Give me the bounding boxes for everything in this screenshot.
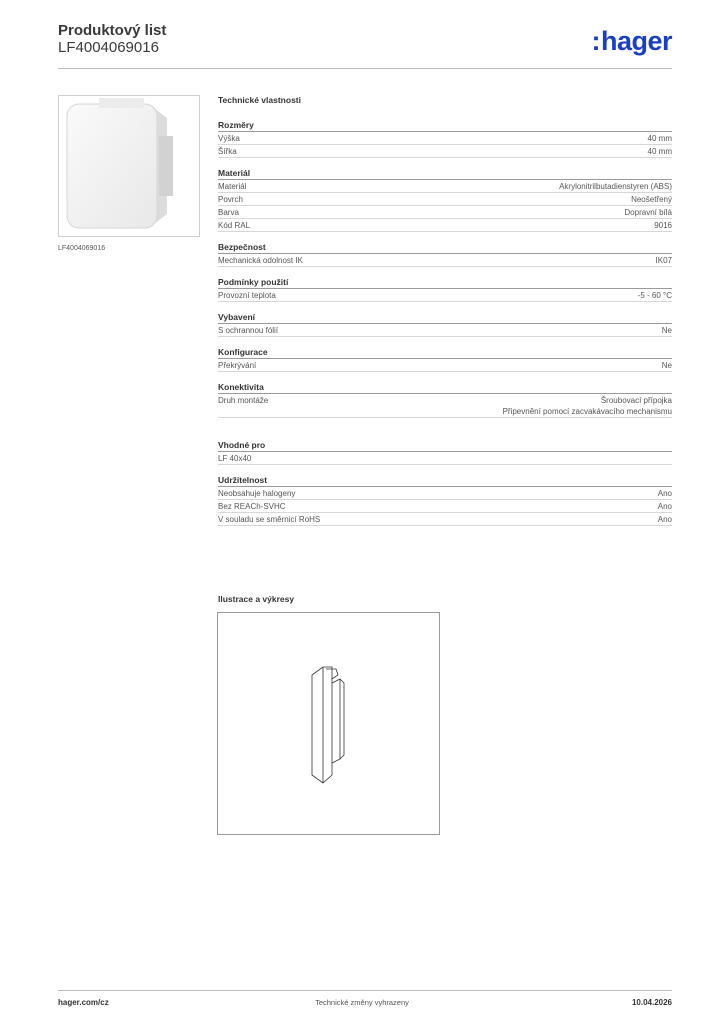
section-konektivita: Konektivita Druh montáže Šroubovací přípojka Připevnění pomocí zacvakávacího mechanismu bbox=[218, 382, 672, 416]
section-konfigurace: Konfigurace Překrývání Ne bbox=[218, 347, 672, 370]
product-image bbox=[59, 96, 199, 236]
spec-row: Materiál Akrylonitrilbutadienstyren (ABS) bbox=[218, 182, 672, 191]
spec-row: Provozní teplota -5 - 60 °C bbox=[218, 291, 672, 300]
spec-row: Bez REACh-SVHC Ano bbox=[218, 502, 672, 511]
section-rozmery: Rozměry Výška 40 mm Šířka 40 mm bbox=[218, 120, 672, 156]
hager-logo: :hager bbox=[591, 26, 672, 56]
spec-row: Neobsahuje halogeny Ano bbox=[218, 489, 672, 498]
page-title: Produktový list bbox=[58, 22, 167, 39]
logo-text: hager bbox=[600, 26, 672, 56]
spec-row: Šířka 40 mm bbox=[218, 147, 672, 156]
section-udrzitelnost: Udržitelnost Neobsahuje halogeny Ano Bez REACh-SVHC Ano V souladu se směrnicí RoHS Ano bbox=[218, 475, 672, 524]
section-bezpecnost: Bezpečnost Mechanická odolnost IK IK07 bbox=[218, 242, 672, 265]
section-podminky: Podmínky použití Provozní teplota -5 - 60 °C bbox=[218, 277, 672, 300]
product-code: LF4004069016 bbox=[58, 39, 159, 56]
specs-table bbox=[218, 95, 672, 535]
spec-row: Mechanická odolnost IK IK07 bbox=[218, 256, 672, 265]
footer-divider bbox=[58, 990, 672, 991]
illustrations-title: Ilustrace a výkresy bbox=[218, 594, 295, 604]
product-photo bbox=[58, 95, 200, 237]
spec-row: Druh montáže Šroubovací přípojka Připevnění pomocí zacvakávacího mechanismu bbox=[218, 396, 672, 416]
spec-row: Výška 40 mm bbox=[218, 134, 672, 143]
spec-row: Barva Dopravní bílá bbox=[218, 208, 672, 217]
spec-row: LF 40x40 bbox=[218, 452, 672, 465]
specs-title: Technické vlastnosti bbox=[218, 95, 301, 105]
spec-row: S ochrannou fólií Ne bbox=[218, 326, 672, 335]
spec-row: V souladu se směrnicí RoHS Ano bbox=[218, 515, 672, 524]
footer-website[interactable]: hager.com/cz bbox=[58, 998, 109, 1007]
spec-row: Překrývání Ne bbox=[218, 361, 672, 370]
section-vybaveni: Vybavení S ochrannou fólií Ne bbox=[218, 312, 672, 335]
section-material: Materiál Materiál Akrylonitrilbutadienstyren (ABS) Povrch Neošetřený Barva Dopravní bílá Kód RAL 9016 bbox=[218, 168, 672, 230]
spec-row: Povrch Neošetřený bbox=[218, 195, 672, 204]
photo-caption: LF4004069016 bbox=[58, 245, 106, 252]
section-vhodne-pro: Vhodné pro LF 40x40 bbox=[218, 439, 672, 465]
footer-date: 10.04.2026 bbox=[631, 998, 672, 1007]
header-divider bbox=[58, 68, 672, 69]
technical-drawing bbox=[217, 612, 440, 835]
footer-note: Technické změny vyhrazeny bbox=[315, 998, 409, 1007]
spec-row: Kód RAL 9016 bbox=[218, 221, 672, 230]
line-drawing bbox=[218, 613, 439, 834]
